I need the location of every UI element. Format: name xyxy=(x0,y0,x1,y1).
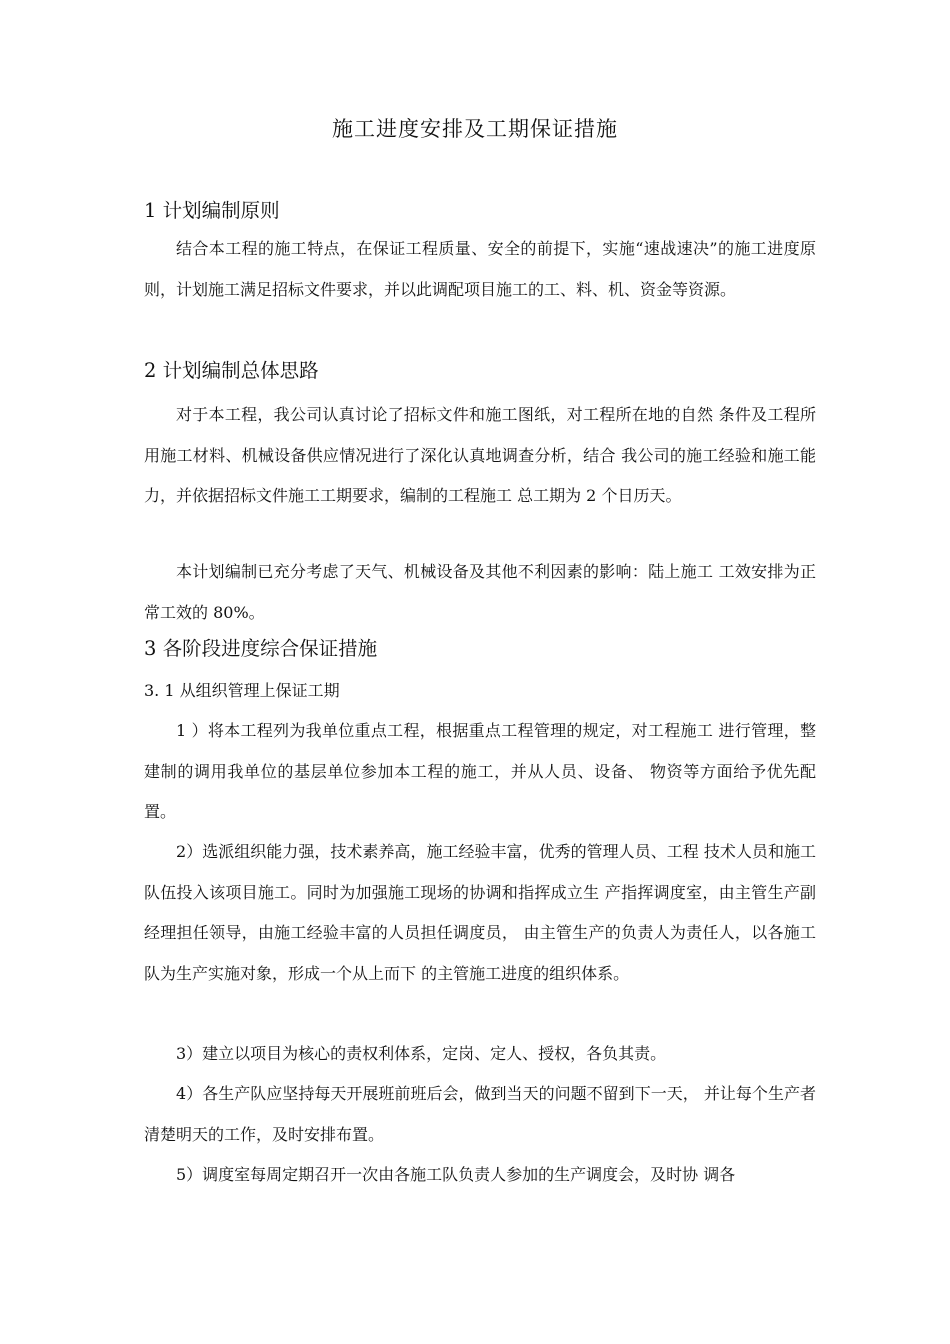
section-2-paragraph-1: 对于本工程，我公司认真讨论了招标文件和施工图纸，对工程所在地的自然 条件及工程所用施工材料、机械设备供应情况进行了深化认真地调查分析，结合 我公司的施工经验和施工能力，并依据招标文件施工工期要求，编制的工程施工 总工期为 2 个日历天。 xyxy=(144,405,816,505)
section-1-heading: 1 计划编制原则 xyxy=(144,199,280,222)
section-3-1-paragraph-5: 5）调度室每周定期召开一次由各施工队负责人参加的生产调度会，及时协 调各 xyxy=(176,1165,736,1184)
section-3-1-paragraph-1: 1 ）将本工程列为我单位重点工程，根据重点工程管理的规定，对工程施工 进行管理，整建制的调用我单位的基层单位参加本工程的施工，并从人员、设备、 物资等方面给予优先配置。 xyxy=(144,721,816,821)
section-2-paragraph-2: 本计划编制已充分考虑了天气、机械设备及其他不利因素的影响：陆上施工 工效安排为正常工效的 80%。 xyxy=(144,562,816,622)
section-3-heading: 3 各阶段进度综合保证措施 xyxy=(144,637,378,660)
section-2-heading: 2 计划编制总体思路 xyxy=(144,359,319,382)
section-1-paragraph-1: 结合本工程的施工特点，在保证工程质量、安全的前提下，实施“速战速决”的施工进度原则，计划施工满足招标文件要求，并以此调配项目施工的工、料、机、资金等资源。 xyxy=(144,239,816,299)
section-3-1-paragraph-4: 4）各生产队应坚持每天开展班前班后会，做到当天的问题不留到下一天， 并让每个生产者清楚明天的工作，及时安排布置。 xyxy=(144,1084,816,1144)
section-3-1-heading: 3. 1 从组织管理上保证工期 xyxy=(144,681,340,700)
section-3-1-paragraph-3: 3）建立以项目为核心的责权利体系，定岗、定人、授权，各负其责。 xyxy=(176,1044,667,1063)
document-title: 施工进度安排及工期保证措施 xyxy=(332,117,618,141)
section-3-1-paragraph-2: 2）选派组织能力强，技术素养高，施工经验丰富，优秀的管理人员、工程 技术人员和施工队伍投入该项目施工。同时为加强施工现场的协调和指挥成立生 产指挥调度室，由主管生产副经理担任领导，由施工经验丰富的人员担任调度员， 由主管生产的负责人为责任人，以各施工队为生产实施对象，形成一个从上而下 的主管施工进度的组织体系。 xyxy=(144,842,816,983)
